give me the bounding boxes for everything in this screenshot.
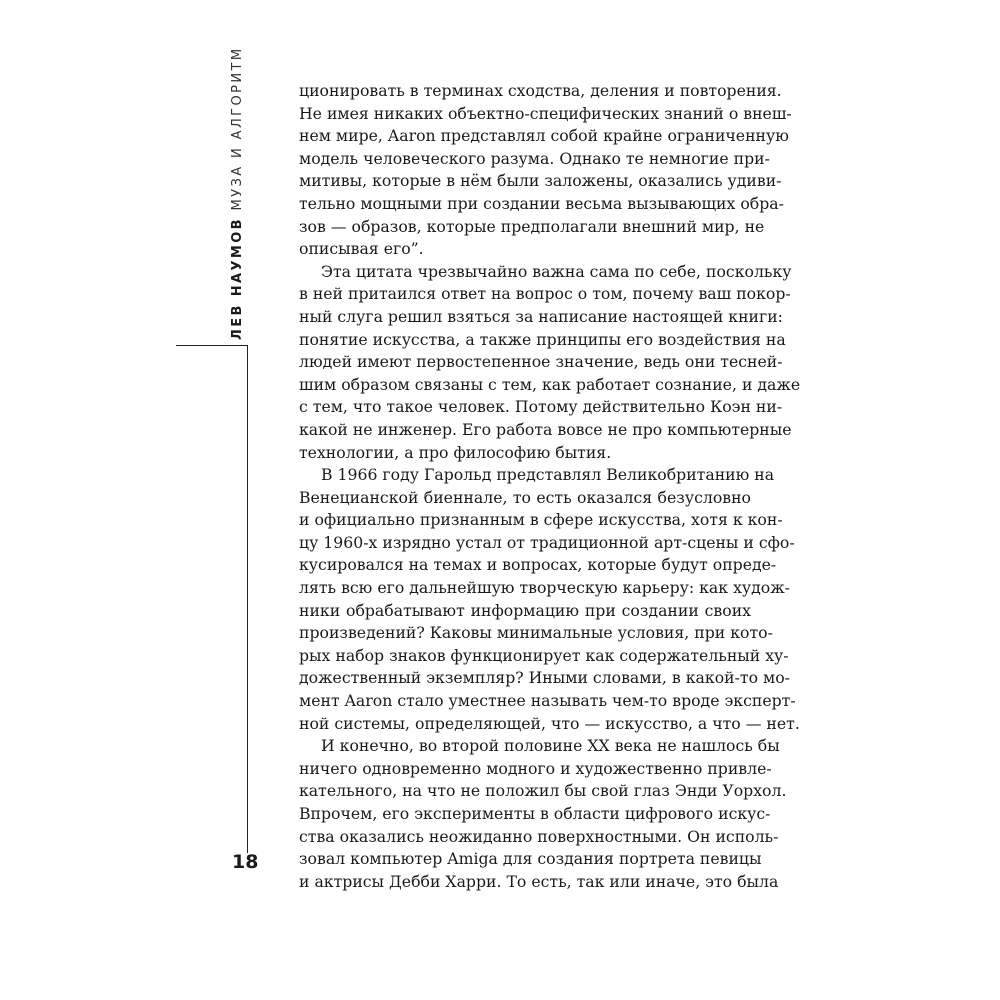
text-line: лять всю его дальнейшую творческую карьеру: как худож-: [299, 578, 790, 598]
paragraph: [299, 464, 800, 735]
text-line: произведений? Каковы минимальные условия, при кото-: [299, 623, 773, 643]
running-head-title: МУЗА И АЛГОРИТМ: [230, 46, 245, 211]
text-line: и официально признанным в сфере искусства, хотя к кон-: [299, 510, 783, 530]
text-line: митивы, которые в нём были заложены, оказались удиви-: [299, 171, 782, 191]
text-line: кательного, на что не положил бы свой глаз Энди Уорхол.: [299, 781, 787, 801]
text-line: ничего одновременно модного и художественно привле-: [299, 758, 772, 778]
text-line: Впрочем, его эксперименты в области цифрового искус-: [299, 804, 771, 823]
running-head-author: ЛЕВ НАУМОВ: [230, 217, 245, 340]
text-line: в ней притаился ответ на вопрос о том, почему ваш покор-: [299, 284, 791, 304]
text-line: тельно мощными при создании весьма вызывающих обра-: [299, 193, 784, 213]
text-line: шим образом связаны с тем, как работает сознание, и даже: [299, 374, 801, 394]
running-head: [229, 46, 265, 340]
text-line: ционировать в терминах сходства, деления и повторения.: [299, 81, 782, 100]
text-line: рых набор знаков функционирует как содержательный ху-: [299, 645, 789, 665]
text-line: с тем, что такое человек. Потому действительно Коэн ни-: [299, 397, 783, 417]
text-line: ный слуга решил взяться за написание настоящей книги:: [299, 306, 783, 326]
text-line: понятие искусства, а также принципы его воздействия на: [299, 329, 786, 349]
text-line: И конечно, во второй половине XX века не нашлось бы: [321, 736, 780, 756]
text-line: ники обрабатывают информацию при создании своих: [299, 600, 751, 620]
text-line: зов — образов, которые предполагали внешний мир, не: [299, 216, 765, 236]
text-line: кусировался на темах и вопросах, которые будут опреде-: [299, 555, 777, 575]
text-line: Не имея никаких объектно-специфических знаний о внеш-: [299, 103, 792, 123]
paragraph: [299, 735, 787, 893]
text-line: зовал компьютер Amiga для создания портрета певицы: [299, 849, 762, 869]
body-text: [299, 80, 801, 893]
text-line: цу 1960-х изрядно устал от традиционной арт-сцены и сфо-: [299, 532, 795, 552]
text-line: и актрисы Дебби Харри. То есть, так или иначе, это была: [299, 871, 779, 891]
text-line: Эта цитата чрезвычайно важна сама по себе, поскольку: [321, 261, 792, 281]
text-line: модель человеческого разума. Однако те немногие при-: [299, 148, 770, 168]
running-head-text: [229, 47, 247, 340]
text-line: мент Aaron стало уместнее называть чем-то вроде эксперт-: [299, 691, 796, 711]
paragraph: [299, 80, 792, 261]
text-line: дожественный экземпляр? Иными словами, в какой-то мо-: [299, 668, 790, 688]
paragraph: [299, 261, 801, 464]
page-number: 18: [232, 851, 259, 873]
text-line: описывая его”.: [299, 239, 424, 259]
margin-rule-vertical: [247, 345, 248, 853]
text-line: Венецианской биеннале, то есть оказался безусловно: [299, 487, 751, 507]
text-line: людей имеют первостепенное значение, ведь они тесней-: [299, 352, 783, 372]
margin-rule-horizontal: [176, 345, 248, 346]
text-line: ной системы, определяющей, что — искусство, а что — нет.: [299, 713, 800, 733]
text-line: В 1966 году Гарольд представлял Великобританию на: [321, 465, 775, 485]
text-line: технологии, а про философию бытия.: [299, 442, 612, 462]
text-line: нем мире, Aaron представлял собой крайне ограниченную: [299, 126, 789, 146]
text-line: ства оказались неожиданно поверхностными. Он исполь-: [299, 826, 779, 846]
text-line: какой не инженер. Его работа вовсе не про компьютерные: [299, 419, 792, 439]
